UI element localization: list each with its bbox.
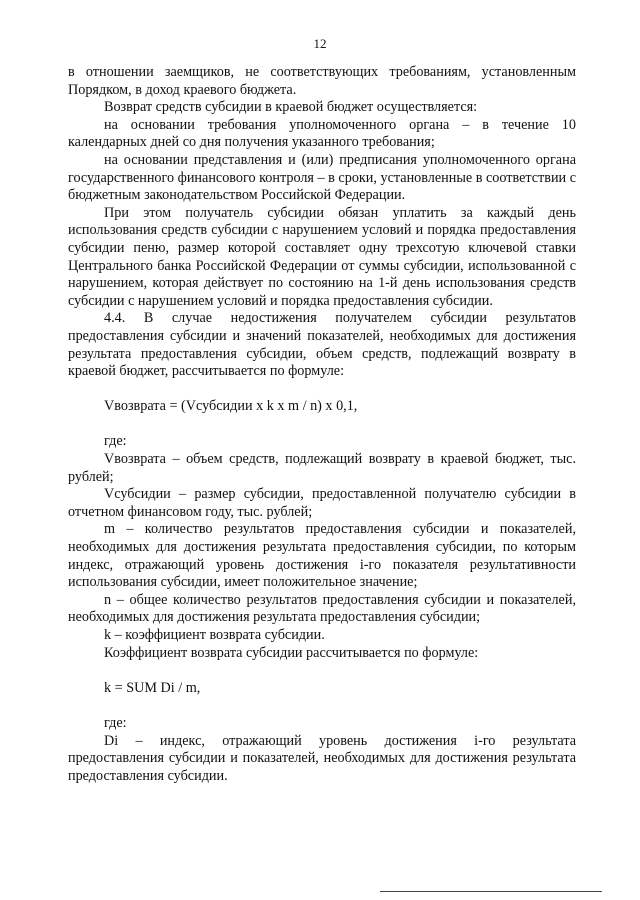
paragraph-refund-to-budget: в отношении заемщиков, не соответствующих требованиям, установленным Порядком, в доход краевого бюджета.: [68, 64, 576, 98]
definition-di: Di – индекс, отражающий уровень достижения i-го результата предоставления субсидии и показателей, необходимых для достижения результата предоставления субсидии.: [68, 732, 576, 784]
paragraph-coefficient-formula: Коэффициент возврата субсидии рассчитывается по формуле:: [104, 644, 479, 661]
paragraph-on-presentation: на основании представления и (или) предписания уполномоченного органа государственного финансового контроля – в сроки, установленные в соответствии с бюджетным законодательством Российской Федерации.: [68, 151, 576, 204]
paragraph-refund-procedure: Возврат средств субсидии в краевой бюджет осуществляется:: [104, 99, 478, 116]
spacer: [68, 697, 576, 715]
formula-refund-volume: Vвозврата = (Vсубсидии x k x m / n) x 0,1,: [104, 398, 358, 415]
formula-coefficient: k = SUM Di / m,: [104, 679, 201, 696]
definition-n: n – общее количество результатов предоставления субсидии и показателей, необходимых для достижения результата предоставления субсидии;: [68, 591, 576, 626]
footer-rule: [380, 891, 602, 892]
document-body: [68, 64, 576, 785]
paragraph-on-requirement: на основании требования уполномоченного органа – в течение 10 календарных дней со дня получения указанного требования;: [68, 116, 576, 151]
page-number: 12: [313, 36, 327, 51]
where-label: где:: [104, 433, 127, 450]
where-label: где:: [104, 714, 127, 731]
paragraph-penalty: При этом получатель субсидии обязан уплатить за каждый день использования средств субсидии с нарушением условий и порядка предоставления субсидии пеню, размер которой составляет одну трехсотую ключевой ставки Центрального банка Российской Федерации от суммы субсидии, использованной с нарушением, которая действует по состоянию на 1-й день использования средств субсидии с нарушением условий и порядка предоставления субсидии.: [68, 204, 576, 309]
spacer: [68, 416, 576, 434]
definition-v-refund: Vвозврата – объем средств, подлежащий возврату в краевой бюджет, тыс. рублей;: [68, 451, 576, 485]
definition-v-subsidy: Vсубсидии – размер субсидии, предоставленной получателю субсидии в отчетном финансовом году, тыс. рублей;: [68, 486, 576, 520]
definition-k: k – коэффициент возврата субсидии.: [104, 627, 325, 643]
paragraph-4-4: 4.4. В случае недостижения получателем субсидии результатов предоставления субсидии и значений показателей, необходимых для достижения результата предоставления субсидии, объем средств, подлежащий возврату в краевой бюджет, рассчитывается по формуле:: [68, 310, 576, 380]
spacer: [68, 662, 576, 680]
spacer: [68, 381, 576, 399]
definition-m: m – количество результатов предоставления субсидии и показателей, необходимых для достижения результата предоставления субсидии, по которым индекс, отражающий уровень достижения i-го показателя результативности использования субсидии, имеет положительное значение;: [68, 521, 576, 591]
